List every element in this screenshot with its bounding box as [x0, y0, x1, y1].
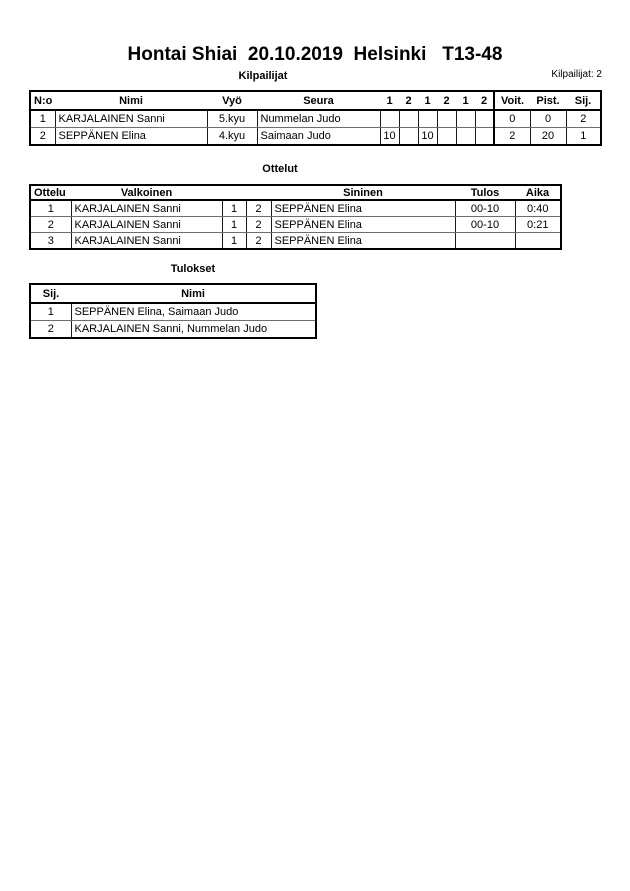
match-row: [30, 233, 561, 250]
col-header-no: N:o: [30, 91, 55, 110]
col-header-tulos: Tulos: [455, 185, 515, 200]
competitor-count-label: Kilpailijat: 2: [551, 69, 602, 80]
col-header-score1: 1: [380, 91, 399, 110]
kilpailijat-table: [29, 90, 602, 146]
cell-blue-num: 2: [246, 200, 271, 217]
cell-blue-name: SEPPÄNEN Elina: [271, 217, 455, 233]
col-header-blue-num: [246, 185, 271, 200]
cell-tulos: 00-10: [455, 217, 515, 233]
cell-score3: 10: [418, 128, 437, 146]
cell-sij: 1: [566, 128, 601, 146]
cell-nimi: KARJALAINEN Sanni: [55, 110, 207, 128]
cell-nimi: KARJALAINEN Sanni, Nummelan Judo: [71, 321, 316, 339]
cell-score1: [380, 110, 399, 128]
section-title-ottelut: Ottelut: [262, 163, 298, 175]
cell-score2: [399, 110, 418, 128]
cell-tulos: [455, 233, 515, 250]
col-header-valkoinen: Valkoinen: [71, 185, 222, 200]
page-title: Hontai Shiai 20.10.2019 Helsinki T13-48: [127, 44, 503, 65]
cell-nimi: SEPPÄNEN Elina: [55, 128, 207, 146]
cell-seura: Nummelan Judo: [257, 110, 380, 128]
cell-match-no: 2: [30, 217, 71, 233]
competitor-row: [30, 128, 601, 146]
cell-blue-num: 2: [246, 217, 271, 233]
cell-sij: 2: [30, 321, 71, 339]
cell-vyo: 5.kyu: [207, 110, 257, 128]
competitor-row: [30, 110, 601, 128]
cell-nimi: SEPPÄNEN Elina, Saimaan Judo: [71, 303, 316, 321]
col-header-sij: Sij.: [30, 284, 71, 303]
cell-voit: 2: [494, 128, 530, 146]
cell-score6: [475, 128, 494, 146]
col-header-nimi: Nimi: [55, 91, 207, 110]
ottelut-header-row: [30, 185, 561, 200]
cell-score1: 10: [380, 128, 399, 146]
col-header-sij: Sij.: [566, 91, 601, 110]
cell-white-num: 1: [222, 217, 246, 233]
cell-aika: [515, 233, 561, 250]
cell-seura: Saimaan Judo: [257, 128, 380, 146]
tulokset-header-row: [30, 284, 316, 303]
cell-white-num: 1: [222, 233, 246, 250]
cell-match-no: 3: [30, 233, 71, 250]
cell-white-name: KARJALAINEN Sanni: [71, 200, 222, 217]
result-row: [30, 321, 316, 339]
cell-score5: [456, 128, 475, 146]
col-header-ottelu: Ottelu: [30, 185, 71, 200]
col-header-pist: Pist.: [530, 91, 566, 110]
match-row: [30, 200, 561, 217]
cell-no: 2: [30, 128, 55, 146]
cell-voit: 0: [494, 110, 530, 128]
cell-white-name: KARJALAINEN Sanni: [71, 233, 222, 250]
cell-match-no: 1: [30, 200, 71, 217]
tulokset-table: [29, 283, 317, 339]
cell-sij: 1: [30, 303, 71, 321]
col-header-sininen: Sininen: [271, 185, 455, 200]
col-header-score2: 2: [399, 91, 418, 110]
col-header-score4: 2: [437, 91, 456, 110]
cell-score4: [437, 110, 456, 128]
cell-score5: [456, 110, 475, 128]
cell-score3: [418, 110, 437, 128]
col-header-vyo: Vyö: [207, 91, 257, 110]
col-header-white-num: [222, 185, 246, 200]
cell-blue-num: 2: [246, 233, 271, 250]
cell-no: 1: [30, 110, 55, 128]
col-header-score5: 1: [456, 91, 475, 110]
col-header-aika: Aika: [515, 185, 561, 200]
col-header-voit: Voit.: [494, 91, 530, 110]
cell-blue-name: SEPPÄNEN Elina: [271, 233, 455, 250]
cell-score2: [399, 128, 418, 146]
col-header-seura: Seura: [257, 91, 380, 110]
cell-aika: 0:40: [515, 200, 561, 217]
cell-aika: 0:21: [515, 217, 561, 233]
cell-white-num: 1: [222, 200, 246, 217]
cell-score4: [437, 128, 456, 146]
cell-sij: 2: [566, 110, 601, 128]
result-row: [30, 303, 316, 321]
section-title-tulokset: Tulokset: [170, 263, 216, 275]
col-header-score3: 1: [418, 91, 437, 110]
cell-score6: [475, 110, 494, 128]
cell-pist: 20: [530, 128, 566, 146]
section-title-kilpailijat: Kilpailijat: [238, 70, 288, 82]
kilpailijat-header-row: [30, 91, 601, 110]
match-row: [30, 217, 561, 233]
col-header-score6: 2: [475, 91, 494, 110]
col-header-nimi: Nimi: [71, 284, 316, 303]
ottelut-table: [29, 184, 562, 250]
cell-white-name: KARJALAINEN Sanni: [71, 217, 222, 233]
cell-tulos: 00-10: [455, 200, 515, 217]
cell-pist: 0: [530, 110, 566, 128]
cell-vyo: 4.kyu: [207, 128, 257, 146]
cell-blue-name: SEPPÄNEN Elina: [271, 200, 455, 217]
